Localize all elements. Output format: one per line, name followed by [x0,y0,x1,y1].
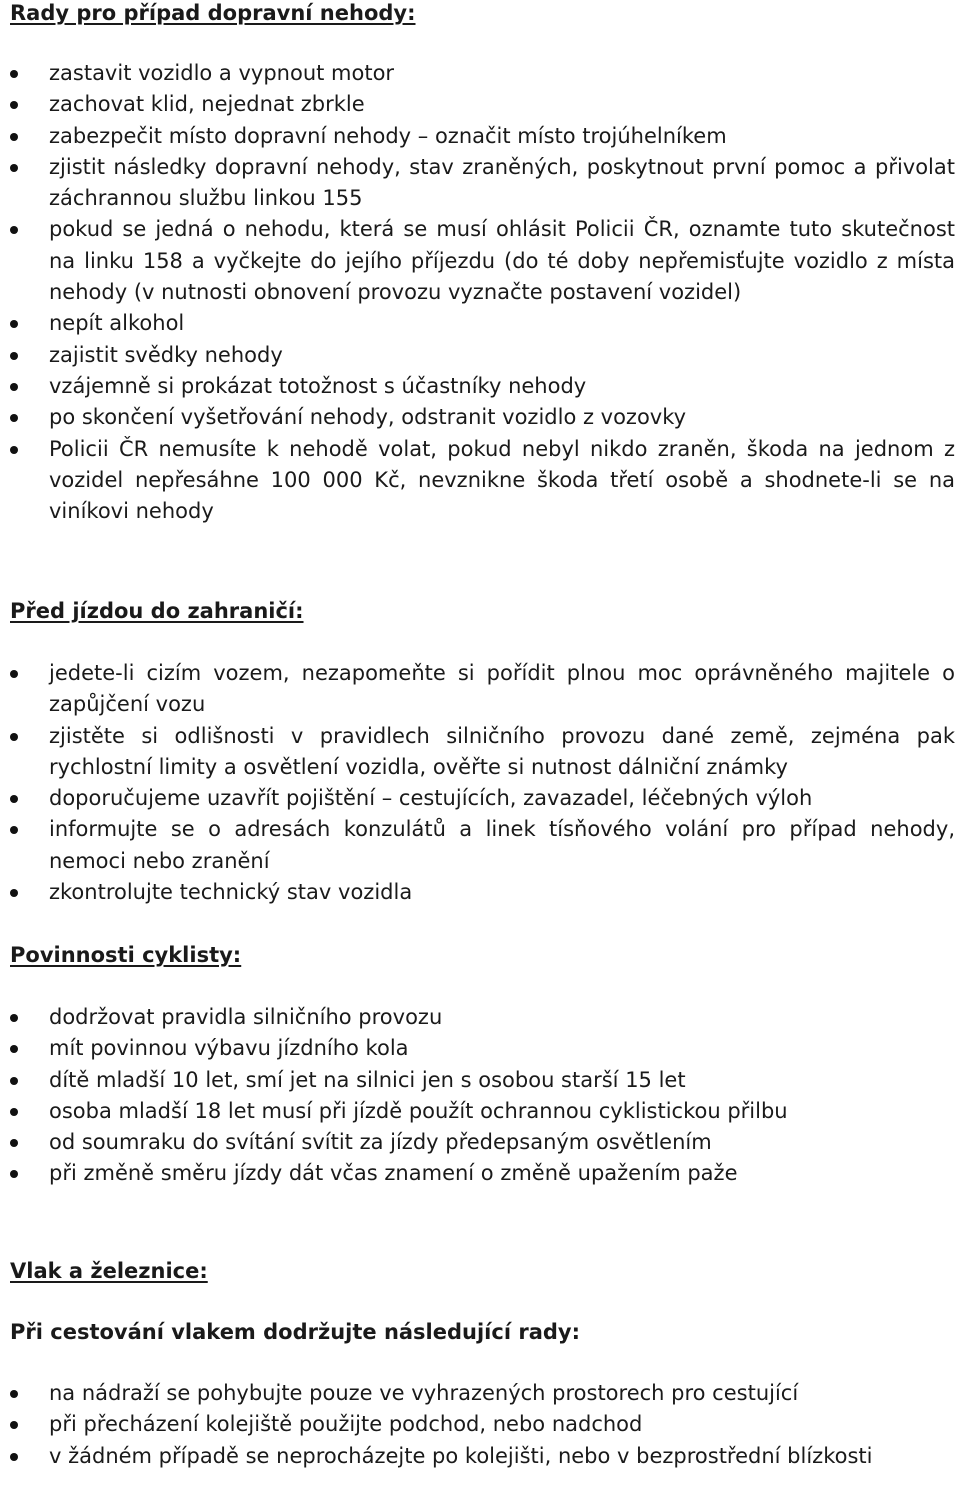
bullet-icon [10,226,18,234]
list-item: zachovat klid, nejednat zbrkle [0,89,955,120]
bullet-icon [10,1170,18,1178]
bullet-icon [10,889,18,897]
list-item: na nádraží se pohybujte pouze ve vyhrazených prostorech pro cestující [0,1378,955,1409]
bullet-icon [10,1045,18,1053]
list-item: mít povinnou výbavu jízdního kola [0,1033,955,1064]
list-item: zabezpečit místo dopravní nehody – označit místo trojúhelníkem [0,121,955,152]
abroad-advice-list [0,658,960,908]
section-heading-abroad: Před jízdou do zahraničí: [10,599,304,623]
bullet-icon [10,826,18,834]
bullet-icon [10,1139,18,1147]
bullet-icon [10,1453,18,1461]
list-item: zajistit svědky nehody [0,340,955,371]
list-item: jedete-li cizím vozem, nezapomeňte si pořídit plnou moc oprávněného majitele o zapůjčení vozu [0,658,955,721]
bullet-icon [10,414,18,422]
list-item: zjistěte si odlišnosti v pravidlech silničního provozu dané země, zejména pak rychlostní limity a osvětlení vozidla, ověřte si nutnost dálniční známky [0,721,955,784]
list-item: při přecházení kolejiště použijte podchod, nebo nadchod [0,1409,955,1440]
bullet-icon [10,1077,18,1085]
list-item: Policii ČR nemusíte k nehodě volat, pokud nebyl nikdo zraněn, škoda na jednom z vozidel nepřesáhne 100 000 Kč, nevznikne škoda třetí osobě a shodnete-li se na viníkovi nehody [0,434,955,528]
list-item: pokud se jedná o nehodu, která se musí ohlásit Policii ČR, oznamte tuto skutečnost na linku 158 a vyčkejte do jejího příjezdu (do té doby nepřemisťujte vozidlo z místa nehody (v nutnosti obnovení provozu vyznačte postavení vozidel) [0,214,955,308]
list-item: nepít alkohol [0,308,955,339]
list-item: zkontrolujte technický stav vozidla [0,877,955,908]
accident-advice-list [0,58,960,527]
bullet-icon [10,383,18,391]
list-item: vzájemně si prokázat totožnost s účastníky nehody [0,371,955,402]
list-item: informujte se o adresách konzulátů a linek tísňového volání pro případ nehody, nemoci nebo zranění [0,814,955,877]
cyclist-duties-list [0,1002,960,1190]
list-item: dítě mladší 10 let, smí jet na silnici jen s osobou starší 15 let [0,1065,955,1096]
bullet-icon [10,133,18,141]
list-item: doporučujeme uzavřít pojištění – cestujících, zavazadel, léčebných výloh [0,783,955,814]
list-item: při změně směru jízdy dát včas znamení o změně upažením paže [0,1158,955,1189]
train-advice-list [0,1378,960,1472]
bullet-icon [10,446,18,454]
bullet-icon [10,320,18,328]
bullet-icon [10,733,18,741]
section-subheading-train: Při cestování vlakem dodržujte následující rady: [10,1320,580,1344]
section-heading-train: Vlak a železnice: [10,1259,208,1283]
list-item: od soumraku do svítání svítit za jízdy předepsaným osvětlením [0,1127,955,1158]
bullet-icon [10,670,18,678]
bullet-icon [10,1108,18,1116]
bullet-icon [10,101,18,109]
list-item: po skončení vyšetřování nehody, odstranit vozidlo z vozovky [0,402,955,433]
bullet-icon [10,164,18,172]
list-item: dodržovat pravidla silničního provozu [0,1002,955,1033]
list-item: zjistit následky dopravní nehody, stav zraněných, poskytnout první pomoc a přivolat záchrannou službu linkou 155 [0,152,955,215]
bullet-icon [10,70,18,78]
bullet-icon [10,1390,18,1398]
list-item: zastavit vozidlo a vypnout motor [0,58,955,89]
bullet-icon [10,1421,18,1429]
section-heading-accident: Rady pro případ dopravní nehody: [10,1,416,25]
bullet-icon [10,1014,18,1022]
bullet-icon [10,795,18,803]
section-heading-cyclists: Povinnosti cyklisty: [10,943,242,967]
list-item: osoba mladší 18 let musí při jízdě použít ochrannou cyklistickou přilbu [0,1096,955,1127]
bullet-icon [10,352,18,360]
list-item: v žádném případě se neprocházejte po kolejišti, nebo v bezprostřední blízkosti [0,1441,955,1472]
